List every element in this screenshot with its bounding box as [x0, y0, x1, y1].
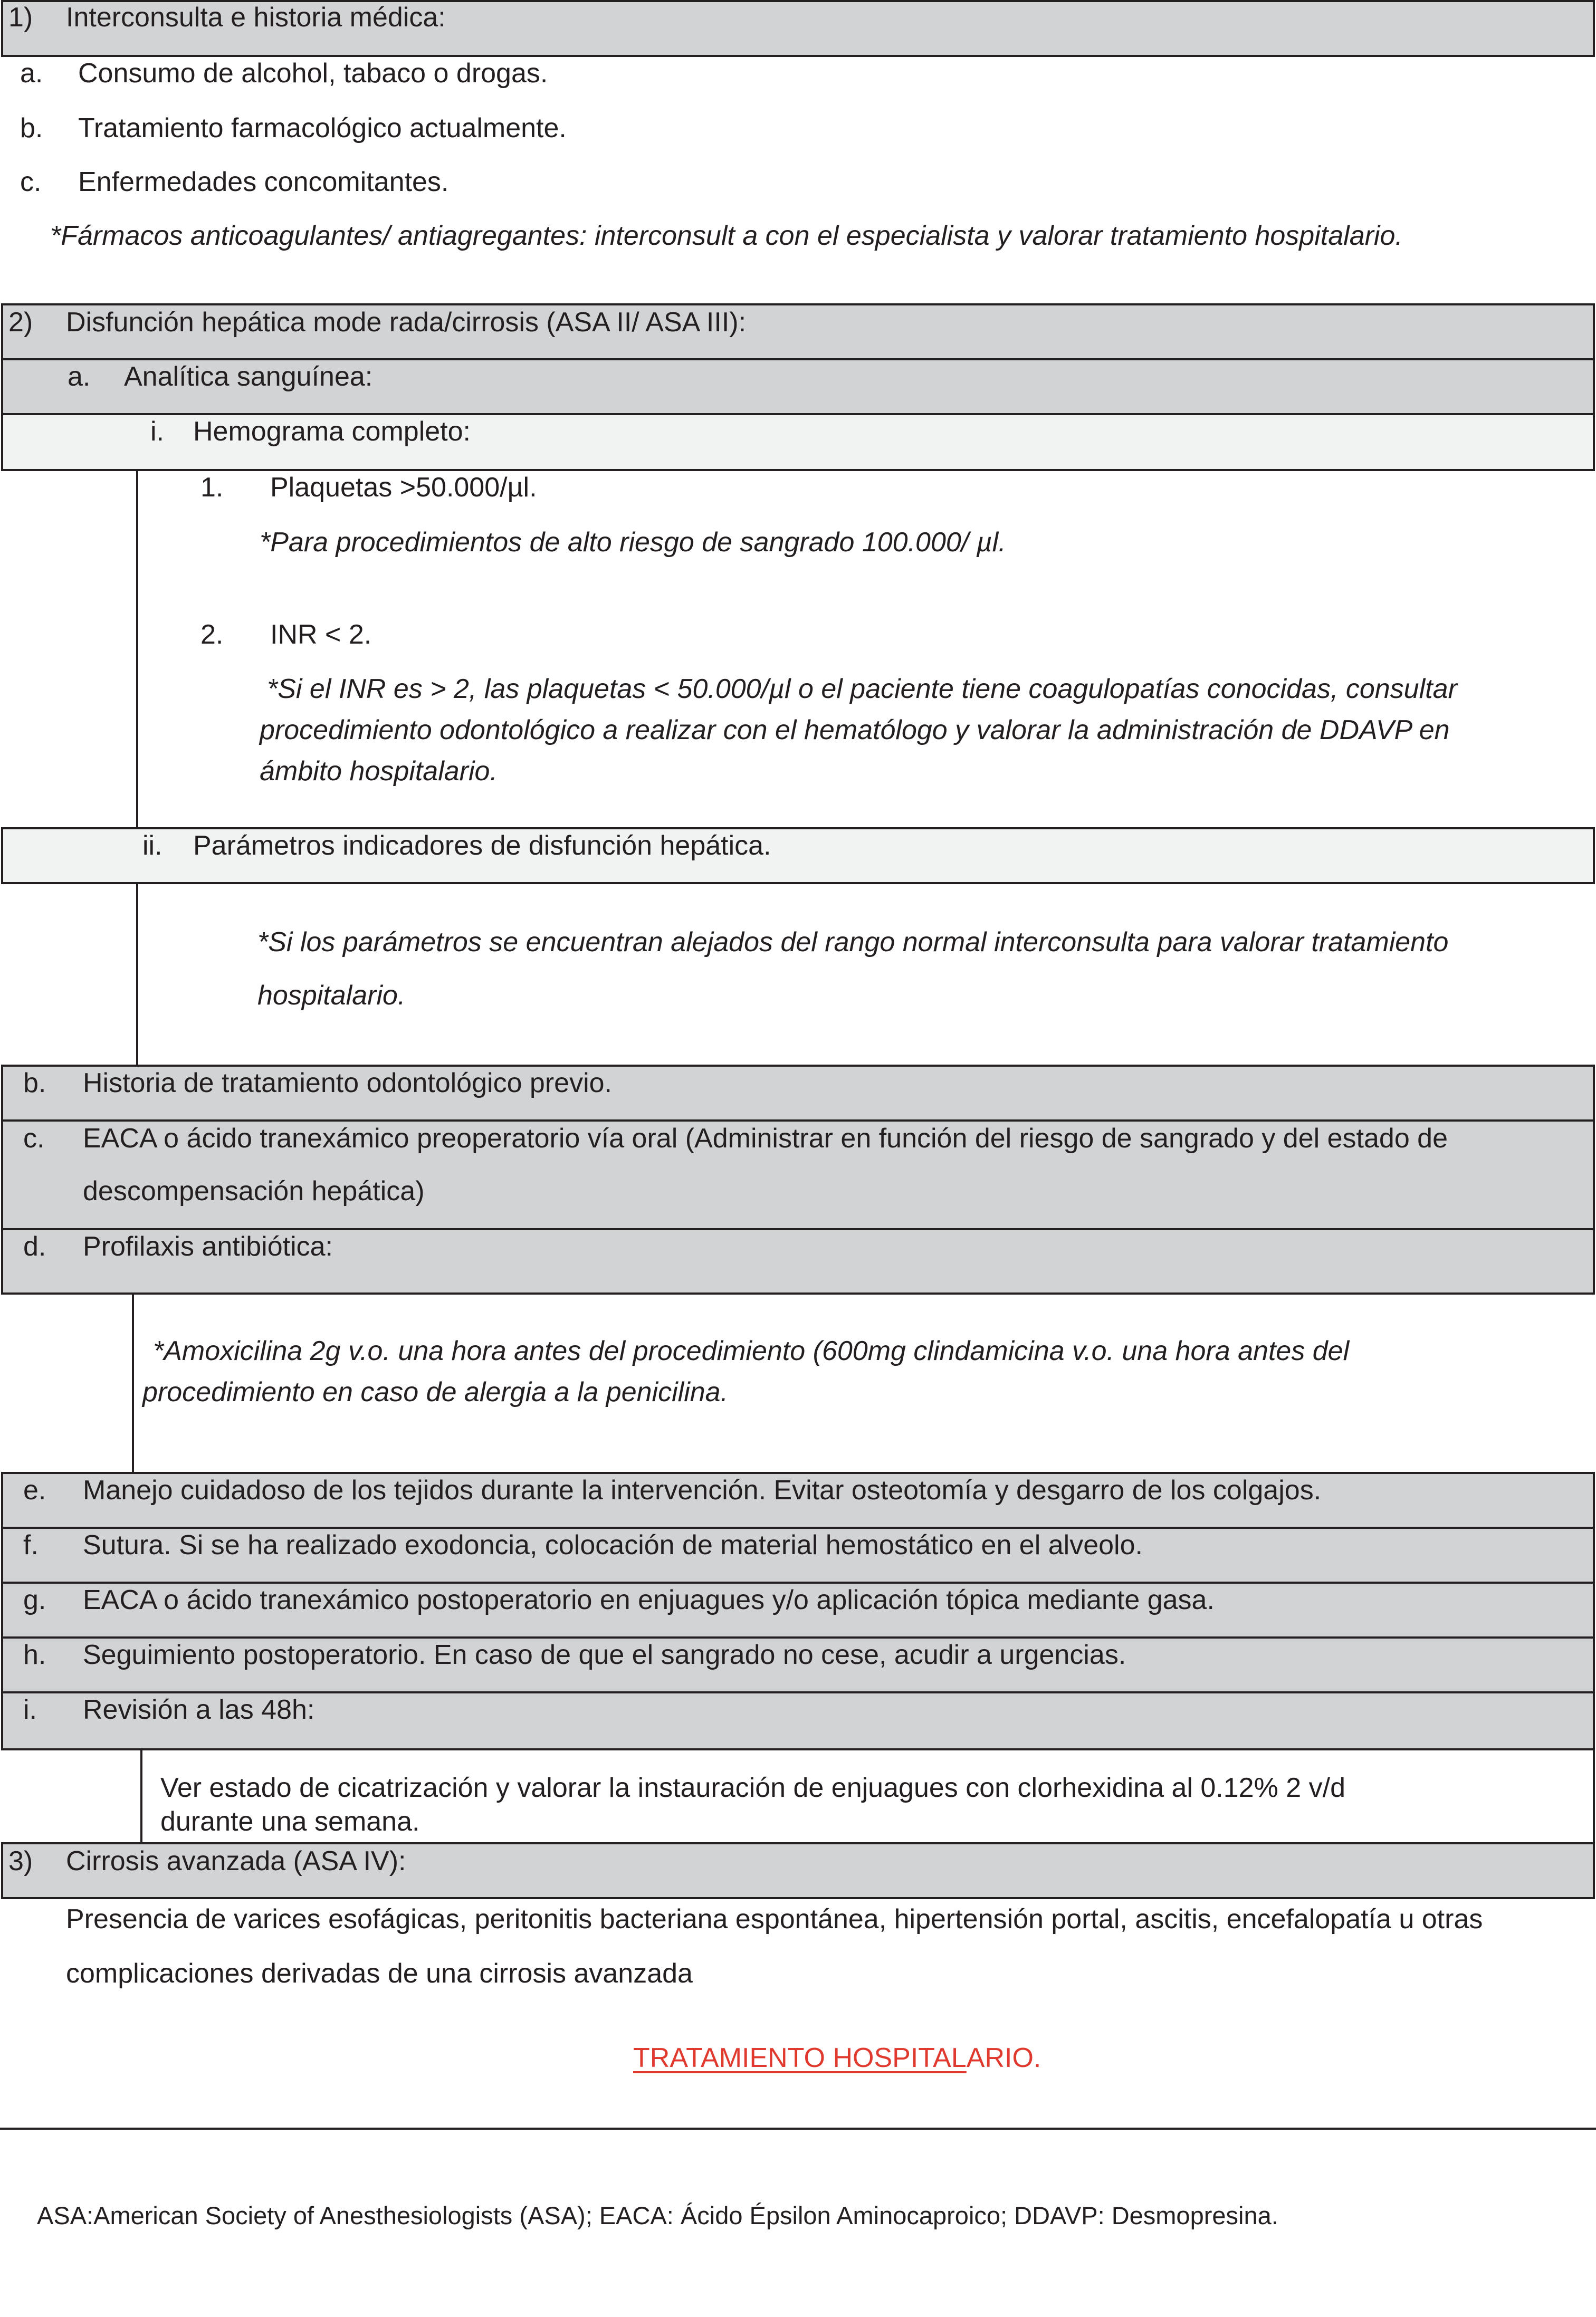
section-2-number: 2)	[8, 307, 33, 338]
section-2-h-marker: h.	[23, 1640, 46, 1670]
footer-divider	[0, 2128, 1596, 2130]
d-note-line-1: *Amoxicilina 2g v.o. una hora antes del procedimiento (600mg clindamicina v.o. una hora antes del	[153, 1336, 1350, 1366]
section-1-item-c-marker: c.	[20, 167, 42, 197]
indent-line-revision	[140, 1748, 142, 1844]
item-2-note-line-2: procedimiento odontológico a realizar con el hematólogo y valorar la administración de DDAVP en	[260, 715, 1450, 745]
section-3-number: 3)	[8, 1846, 33, 1876]
section-2-b-marker: b.	[23, 1068, 46, 1098]
d-note-line-2: procedimiento en caso de alergia a la penicilina.	[142, 1377, 729, 1408]
section-3-desc-line-2: complicaciones derivadas de una cirrosis avanzada	[66, 1958, 693, 1989]
section-2-a-marker: a.	[68, 361, 91, 392]
hospital-treatment-underlined: TRATAMIENTO HOSPITAL	[633, 2043, 967, 2073]
section-1-item-c: Enfermedades concomitantes.	[78, 167, 449, 197]
section-2-f-marker: f.	[23, 1530, 39, 1560]
section-2-c-marker: c.	[23, 1123, 45, 1154]
indent-line-hemograma	[136, 469, 138, 829]
section-3-desc-line-1: Presencia de varices esofágicas, peritonitis bacteriana espontánea, hipertensión portal, ascitis, encefalopatía u otras	[66, 1904, 1483, 1935]
section-2-d-text: Profilaxis antibiótica:	[83, 1231, 333, 1262]
section-1-item-a-marker: a.	[20, 58, 43, 89]
section-2-a-ii-marker: ii.	[142, 830, 163, 861]
section-2-title: Disfunción hepática mode rada/cirrosis (ASA II/ ASA III):	[66, 307, 747, 338]
section-2-a-i-label: Hemograma completo:	[193, 416, 471, 447]
section-2-g-marker: g.	[23, 1585, 46, 1615]
indent-line-profilaxis	[132, 1292, 134, 1474]
hospital-treatment-rest: ARIO.	[966, 2043, 1041, 2073]
a-ii-note-line-1: *Si los parámetros se encuentran alejados del rango normal interconsulta para valorar tratamiento	[257, 927, 1449, 958]
section-2-c-line-2: descompensación hepática)	[83, 1176, 425, 1207]
section-3-title: Cirrosis avanzada (ASA IV):	[66, 1846, 406, 1876]
item-1-platelets: Plaquetas >50.000/µl.	[270, 472, 537, 503]
section-1-number: 1)	[8, 2, 33, 33]
section-2-a-label: Analítica sanguínea:	[124, 361, 373, 392]
item-2-marker: 2.	[200, 619, 224, 650]
section-2-h-text: Seguimiento postoperatorio. En caso de que el sangrado no cese, acudir a urgencias.	[83, 1640, 1126, 1670]
section-1-item-a: Consumo de alcohol, tabaco o drogas.	[78, 58, 548, 89]
item-1-note: *Para procedimientos de alto riesgo de sangrado 100.000/ µl.	[260, 527, 1006, 558]
section-2-e-text: Manejo cuidadoso de los tejidos durante la intervención. Evitar osteotomía y desgarro de los colgajos.	[83, 1475, 1322, 1506]
section-2-c-line-1: EACA o ácido tranexámico preoperatorio vía oral (Administrar en función del riesgo de sangrado y del estado de	[83, 1123, 1448, 1154]
section-2-b-text: Historia de tratamiento odontológico previo.	[83, 1068, 613, 1098]
section-1-title: Interconsulta e historia médica:	[66, 2, 446, 33]
section-2-e-marker: e.	[23, 1475, 46, 1506]
section-1-note: *Fármacos anticoagulantes/ antiagregantes: interconsult a con el especialista y valorar tratamiento hospitalario.	[50, 221, 1403, 251]
item-2-inr: INR < 2.	[270, 619, 372, 650]
i-note-line-2: durante una semana.	[160, 1806, 420, 1837]
indent-line-parametros	[136, 882, 138, 1067]
section-2-a-i-marker: i.	[150, 416, 164, 447]
item-2-note-line-1: *Si el INR es > 2, las plaquetas < 50.000/µl o el paciente tiene coagulopatías conocidas, consultar	[267, 674, 1457, 704]
hospital-treatment-result	[633, 2042, 1041, 2074]
footnote-abbreviations: ASA:American Society of Anesthesiologists (ASA); EACA: Ácido Épsilon Aminocaproico; DDAVP: Desmopresina.	[37, 2201, 1278, 2229]
section-2-a-ii-label: Parámetros indicadores de disfunción hepática.	[193, 830, 771, 861]
section-2-d-marker: d.	[23, 1231, 46, 1262]
section-1-item-b-marker: b.	[20, 113, 43, 143]
section-2-g-text: EACA o ácido tranexámico postoperatorio en enjuagues y/o aplicación tópica mediante gasa.	[83, 1585, 1215, 1615]
section-1-item-b: Tratamiento farmacológico actualmente.	[78, 113, 567, 143]
section-2-f-text: Sutura. Si se ha realizado exodoncia, colocación de material hemostático en el alveolo.	[83, 1530, 1143, 1560]
revision-box-right	[1593, 1748, 1595, 1844]
section-2-i-text: Revisión a las 48h:	[83, 1694, 315, 1725]
a-ii-note-line-2: hospitalario.	[257, 980, 406, 1011]
i-note-line-1: Ver estado de cicatrización y valorar la instauración de enjuagues con clorhexidina al 0.12% 2 v/d	[160, 1773, 1346, 1803]
item-1-marker: 1.	[200, 472, 224, 503]
section-2-i-marker: i.	[23, 1694, 37, 1725]
item-2-note-line-3: ámbito hospitalario.	[260, 756, 498, 787]
